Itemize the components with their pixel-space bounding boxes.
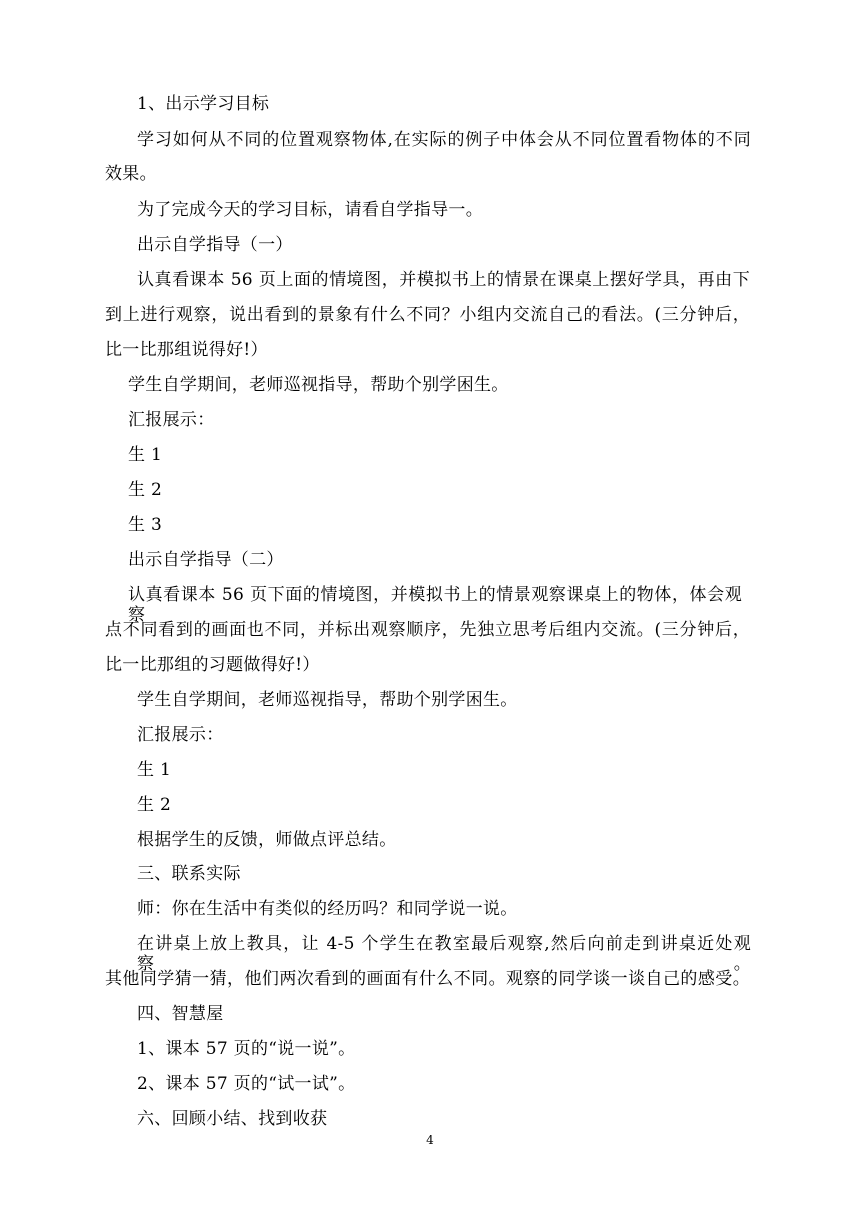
text-line: 在讲桌上放上教具，让 4-5 个学生在教室最后观察,然后向前走到讲桌近处观察。 — [137, 934, 751, 974]
text-line: 点不同看到的画面也不同，并标出观察顺序，先独立思考后组内交流。(三分钟后， — [105, 620, 750, 640]
text-line: 师：你在生活中有类似的经历吗？和同学说一说。 — [137, 899, 518, 919]
text-line: 2、课本 57 页的“试一试”。 — [137, 1074, 356, 1094]
section-heading: 三、联系实际 — [137, 864, 241, 884]
section-heading: 四、智慧屋 — [137, 1004, 224, 1024]
text-line: 生 2 — [128, 480, 163, 500]
section-heading: 六、回顾小结、找到收获 — [137, 1109, 328, 1129]
text-line: 生 3 — [128, 515, 163, 535]
text-line: 学生自学期间，老师巡视指导，帮助个别学困生。 — [137, 690, 518, 710]
text-line: 其他同学猜一猜，他们两次看到的画面有什么不同。观察的同学谈一谈自己的感受。 — [105, 969, 750, 989]
text-line: 根据学生的反馈，师做点评总结。 — [137, 830, 397, 850]
text-line: 1、课本 57 页的“说一说”。 — [137, 1039, 356, 1059]
page-number: 4 — [426, 1133, 434, 1147]
text-line: 生 2 — [137, 795, 172, 815]
text-line: 汇报展示： — [137, 725, 224, 745]
text-line: 比一比那组说得好!） — [105, 340, 268, 360]
text-line: 学生自学期间，老师巡视指导，帮助个别学困生。 — [128, 375, 509, 395]
text-line: 为了完成今天的学习目标，请看自学指导一。 — [137, 200, 483, 220]
section-heading: 出示自学指导（一） — [137, 235, 293, 255]
text-line: 认真看课本 56 页上面的情境图，并模拟书上的情景在课桌上摆好学具，再由下 — [137, 270, 750, 290]
text-line: 生 1 — [137, 760, 172, 780]
text-line: 到上进行观察，说出看到的景象有什么不同？小组内交流自己的看法。(三分钟后， — [105, 305, 750, 325]
section-heading: 出示自学指导（二） — [128, 550, 284, 570]
text-line: 效果。 — [105, 164, 157, 184]
text-line: 比一比那组的习题做得好!） — [105, 655, 320, 675]
text-line: 学习如何从不同的位置观察物体,在实际的例子中体会从不同位置看物体的不同 — [137, 130, 751, 150]
text-line: 认真看课本 56 页下面的情境图，并模拟书上的情景观察课桌上的物体，体会观察 — [128, 585, 742, 625]
text-line: 1、出示学习目标 — [137, 94, 270, 114]
text-line: 生 1 — [128, 445, 163, 465]
text-line: 汇报展示： — [128, 410, 215, 430]
